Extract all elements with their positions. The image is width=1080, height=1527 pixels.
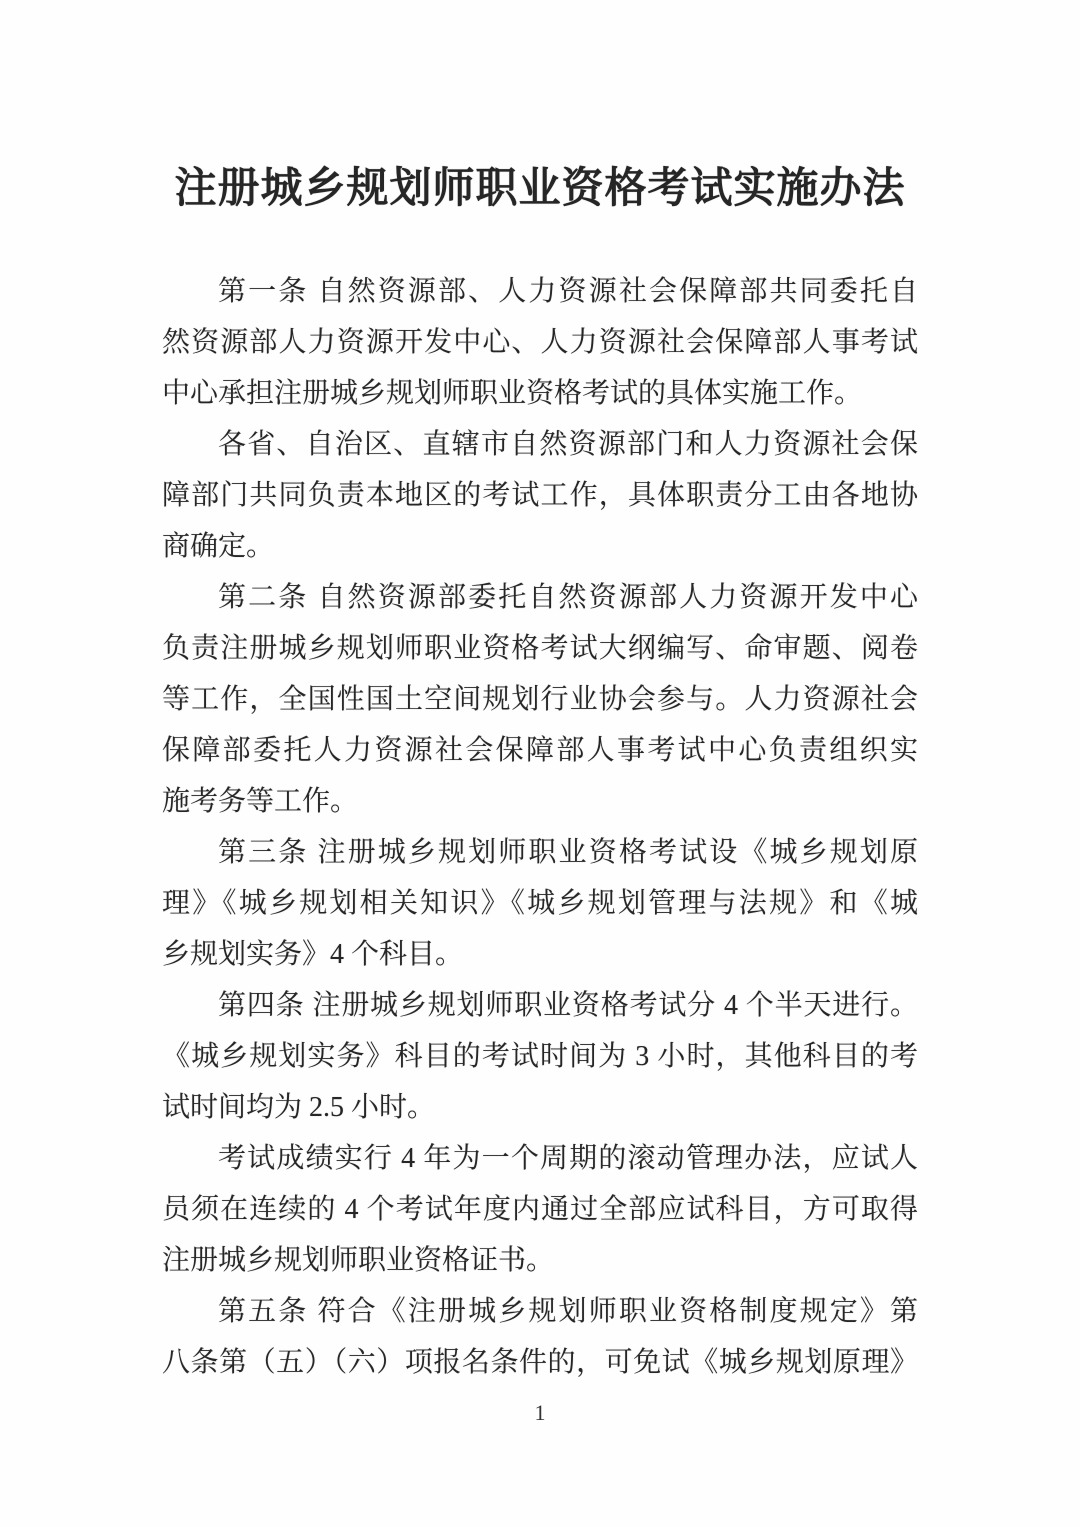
text-line: 障部门共同负责本地区的考试工作，具体职责分工由各地协: [162, 480, 918, 511]
text-line: 各省、自治区、直辖市自然资源部门和人力资源社会保: [218, 429, 918, 460]
text-line: 第五条 符合《注册城乡规划师职业资格制度规定》第: [218, 1296, 918, 1327]
text-line: 等工作，全国性国土空间规划行业协会参与。人力资源社会: [162, 684, 918, 715]
page-title: 注册城乡规划师职业资格考试实施办法: [174, 166, 906, 212]
paragraph: [162, 266, 918, 419]
text-line: 然资源部人力资源开发中心、人力资源社会保障部人事考试: [162, 327, 918, 358]
text-line: 八条第（五）（六）项报名条件的，可免试《城乡规划原理》: [162, 1347, 918, 1378]
text-line: 《城乡规划实务》科目的考试时间为 3 小时，其他科目的考: [162, 1041, 918, 1072]
text-line: 理》《城乡规划相关知识》《城乡规划管理与法规》和《城: [162, 888, 918, 919]
text-line: 员须在连续的 4 个考试年度内通过全部应试科目，方可取得: [162, 1194, 918, 1225]
paragraph: [162, 1286, 918, 1388]
text-line: 施考务等工作。: [162, 786, 359, 817]
text-line: 负责注册城乡规划师职业资格考试大纲编写、命审题、阅卷: [162, 633, 918, 664]
paragraph: [162, 980, 918, 1133]
text-line: 注册城乡规划师职业资格证书。: [162, 1245, 555, 1276]
paragraph: [162, 827, 918, 980]
text-line: 乡规划实务》4 个科目。: [162, 939, 464, 970]
text-line: 第三条 注册城乡规划师职业资格考试设《城乡规划原: [218, 837, 918, 868]
text-line: 试时间均为 2.5 小时。: [162, 1092, 436, 1123]
paragraph: [162, 572, 918, 827]
document-body: [162, 266, 918, 1388]
text-line: 商确定。: [162, 531, 275, 562]
text-line: 第二条 自然资源部委托自然资源部人力资源开发中心: [218, 582, 918, 613]
page-number: 1: [534, 1400, 546, 1425]
text-line: 考试成绩实行 4 年为一个周期的滚动管理办法，应试人: [218, 1143, 918, 1174]
paragraph: [162, 419, 918, 572]
text-line: 保障部委托人力资源社会保障部人事考试中心负责组织实: [162, 735, 918, 766]
paragraph: [162, 1133, 918, 1286]
text-line: 第一条 自然资源部、人力资源社会保障部共同委托自: [218, 276, 918, 307]
text-line: 第四条 注册城乡规划师职业资格考试分 4 个半天进行。: [218, 990, 918, 1021]
text-line: 中心承担注册城乡规划师职业资格考试的具体实施工作。: [162, 378, 863, 409]
